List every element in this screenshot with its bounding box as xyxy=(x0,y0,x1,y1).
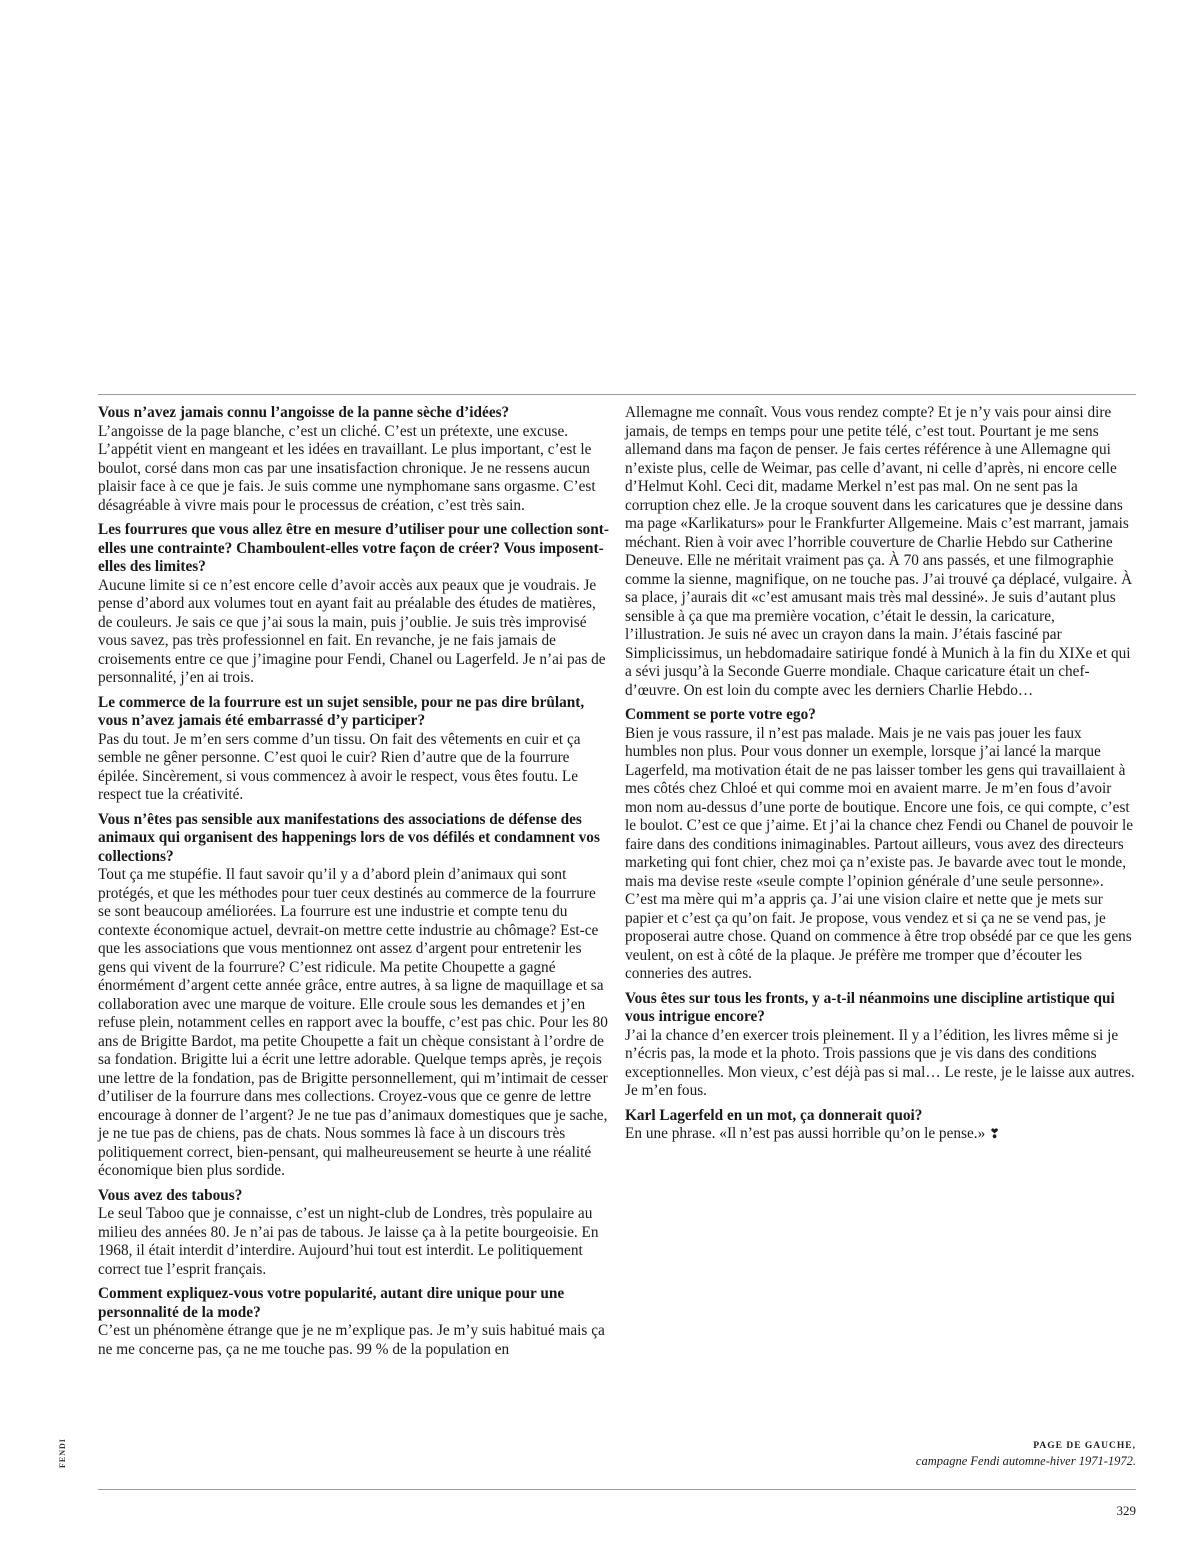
answer: Aucune limite si ce n’est encore celle d’avoir accès aux peaux que je voudrais. Je pense d’abord aux volumes tout en ayant fait au préalable des études de matières, de couleurs. Je sais ce que j’ai sous la main, puis j’oublie. Je suis très improvisé vous savez, pas très professionnel en fait. En revanche, je ne fais jamais de croisements entre ce que j’imagine pour Fendi, Chanel ou Lagerfeld. Je n’ai pas de personnalité, j’en ai trois. xyxy=(98,576,606,686)
answer-continuation: Allemagne me connaît. Vous vous rendez compte? Et je n’y vais pour ainsi dire jamais, de temps en temps pour une petite télé, c’est tout. Pourtant je me sens allemand dans ma façon de penser. Je fais certes référence à une Allemagne qui n’existe plus, celle de Weimar, pas celle d’avant, ni celle d’après, ni encore celle d’Helmut Kohl. Ceci dit, madame Merkel n’est pas mal. On ne sent pas la corruption chez elle. Je la croque souvent dans les caricatures que je dessine dans ma page «Karlikaturs» pour le Frankfurter Allgemeine. Mais c’est marrant, jamais méchant. Rien à voir avec l’horrible couverture de Charlie Hebdo sur Catherine Deneuve. Elle ne méritait vraiment pas ça. À 70 ans passés, et une filmographie comme la sienne, magnifique, on ne touche pas. J’ai trouvé ça déplacé, vulgaire. À sa place, j’aurais dit «c’est amusant mais très mal dessiné». Je suis d’autant plus sensible à ça que ma première vocation, c’était le dessin, la caricature, l’illustration. Je suis né avec un crayon dans la main. J’étais fasciné par Simplicissimus, un hebdomadaire satirique fondé à Munich à la fin du XIXe et qui a sévi jusqu’à la Seconde Guerre mondiale. Chaque caricature était un chef-d’œuvre. On est loin du compte avec les derniers Charlie Hebdo… xyxy=(625,404,1133,699)
question: Vous avez des tabous? xyxy=(98,1186,243,1204)
qa-block xyxy=(98,1285,610,1359)
qa-block xyxy=(98,404,610,515)
qa-block xyxy=(625,1107,1136,1144)
answer xyxy=(625,1125,1136,1144)
answer: L’angoisse de la page blanche, c’est un cliché. C’est un prétexte, une excuse. L’appétit vient en mangeant et les idées en travaillant. Le plus important, c’est le boulot, corsé dans mon cas par une insatisfaction chronique. Je ne ressens aucun plaisir face à ce que je fais. Je suis comme une nymphomane sans orgasme. C’est désagréable à vivre mais pour le processus de création, c’est très sain. xyxy=(98,422,596,514)
question: Les fourrures que vous allez être en mesure d’utiliser pour une collection sont-elles une contrainte? Chamboulent-elles votre façon de créer? Vous imposent-elles des limites? xyxy=(98,521,609,575)
answer: Bien je vous rassure, il n’est pas malade. Mais je ne vais pas jouer les faux humbles non plus. Pour vous donner un exemple, lorsque j’ai lancé la marque Lagerfeld, ma motivation était de ne pas laisser tomber les gens qui travaillaient à mes côtés chez Chloé et qui comme moi en avaient marre. Je m’en fous d’avoir mon nom au-dessus d’une porte de boutique. Encore une fois, ce qui compte, c’est le boulot. C’est ce que j’aime. Et j’ai la chance chez Fendi ou Chanel de pouvoir le faire dans des conditions inimaginables. Partout ailleurs, vous avez des directeurs marketing qui font chier, chez moi ça n’existe pas. Je bavarde avec tout le monde, mais ma devise reste «seule compte l’opinion générale d’une seule personne». C’est ma mère qui m’a appris ça. J’ai une vision claire et nette que je mets sur papier et c’est ça qu’on fait. Je propose, vous vendez et si ça ne se vend pas, je proposerai autre chose. Quand on commence à être trop obsédé par ce que les gens veulent, on est à côté de la plaque. Je préfère me tromper que d’écouter les conneries des autres. xyxy=(625,724,1134,982)
question: Le commerce de la fourrure est un sujet sensible, pour ne pas dire brûlant, vous n’avez jamais été embarrassé d’y participer? xyxy=(98,693,585,729)
right-column xyxy=(625,404,1136,1150)
question: Comment se porte votre ego? xyxy=(625,706,816,723)
qa-block xyxy=(625,990,1136,1101)
answer: J’ai la chance d’en exercer trois pleinement. Il y a l’édition, les livres même si je n’écris pas, la mode et la photo. Trois passions que je vis dans des conditions exceptionnelles. Mon vieux, c’est déjà pas si mal… Le reste, je le laisse aux autres. Je m’en fous. xyxy=(625,1026,1135,1099)
answer: Le seul Taboo que je connaisse, c’est un night-club de Londres, très populaire au milieu des années 80. Je n’ai pas de tabous. Je laisse ça à la petite bourgeoisie. En 1968, il était interdit d’interdire. Aujourd’hui tout est interdit. Le politiquement correct tue l’esprit français. xyxy=(98,1205,599,1278)
page-number: 329 xyxy=(1116,1503,1136,1518)
qa-block xyxy=(98,1187,610,1280)
left-column xyxy=(98,404,610,1365)
answer-text: En une phrase. «Il n’est pas aussi horrible qu’on le pense.» xyxy=(625,1125,986,1142)
top-rule xyxy=(98,394,1136,395)
qa-block xyxy=(98,521,610,688)
answer: Pas du tout. Je m’en sers comme d’un tissu. On fait des vêtements en cuir et ça semble ne gêner personne. C’est quoi le cuir? Rien d’autre que de la fourrure épilée. Sincèrement, si vous commencez à avoir le respect, vous êtes foutu. Le respect tue la créativité. xyxy=(98,730,581,803)
bottom-rule xyxy=(98,1489,1136,1490)
question: Vous n’avez jamais connu l’angoisse de la panne sèche d’idées? xyxy=(98,404,510,421)
question: Vous êtes sur tous les fronts, y a-t-il néanmoins une discipline artistique qui vous intrigue encore? xyxy=(625,989,1115,1025)
question: Vous n’êtes pas sensible aux manifestations des associations de défense des animaux qui organisent des happenings lors de vos défilés et condamnent vos collections? xyxy=(98,810,600,865)
question: Comment expliquez-vous votre popularité, autant dire unique pour une personnalité de la mode? xyxy=(98,1285,565,1321)
qa-block xyxy=(98,694,610,805)
end-mark-icon: ❣ xyxy=(989,1126,1000,1141)
answer: C’est un phénomène étrange que je ne m’explique pas. Je m’y suis habitué mais ça ne me concerne pas, ça ne me touche pas. 99 % de la population en xyxy=(98,1322,605,1358)
photo-caption xyxy=(916,1441,1136,1469)
side-label: FENDI xyxy=(58,1438,67,1468)
qa-block xyxy=(98,811,610,1181)
caption-heading: PAGE DE GAUCHE, xyxy=(1033,1441,1136,1451)
answer: Tout ça me stupéfie. Il faut savoir qu’il y a d’abord plein d’animaux qui sont protégés, et que les méthodes pour tuer ceux destinés au commerce de la fourrure se sont beaucoup améliorées. La fourrure est une industrie et compte tenu du contexte économique actuel, devrait-on mettre cette industrie au chômage? Est-ce que les associations que vous mentionnez ont assez d’argent pour entretenir les gens qui vivent de la fourrure? C’est ridicule. Ma petite Choupette a gagné énormément d’argent cette année grâce, entre autres, à sa ligne de maquillage et sa collaboration avec une marque de voiture. Elle croule sous les demandes et j’en refuse plein, notamment celles en rapport avec la bouffe, c’est pas chic. Pour les 80 ans de Brigitte Bardot, ma petite Choupette a fait un chèque consistant à l’ordre de sa fondation. Brigitte lui a écrit une lettre adorable. Quelque temps après, je reçois une lettre de la fondation, pas de Brigitte personnellement, qui m’intimait de cesser d’utiliser de la fourrure dans mes collections. Croyez-vous que ce genre de lettre encourage à donner de l’argent? Je ne tue pas d’animaux domestiques que je sache, je ne tue pas de chiens, pas de chats. Nous sommes là face à un discours très politiquement correct, bien-pensant, qui malheureusement se heurte à une réalité économique bien plus sordide. xyxy=(98,866,608,1179)
qa-block xyxy=(625,706,1136,984)
question: Karl Lagerfeld en un mot, ça donnerait quoi? xyxy=(625,1106,923,1124)
caption-text: campagne Fendi automne-hiver 1971-1972. xyxy=(915,1454,1136,1468)
